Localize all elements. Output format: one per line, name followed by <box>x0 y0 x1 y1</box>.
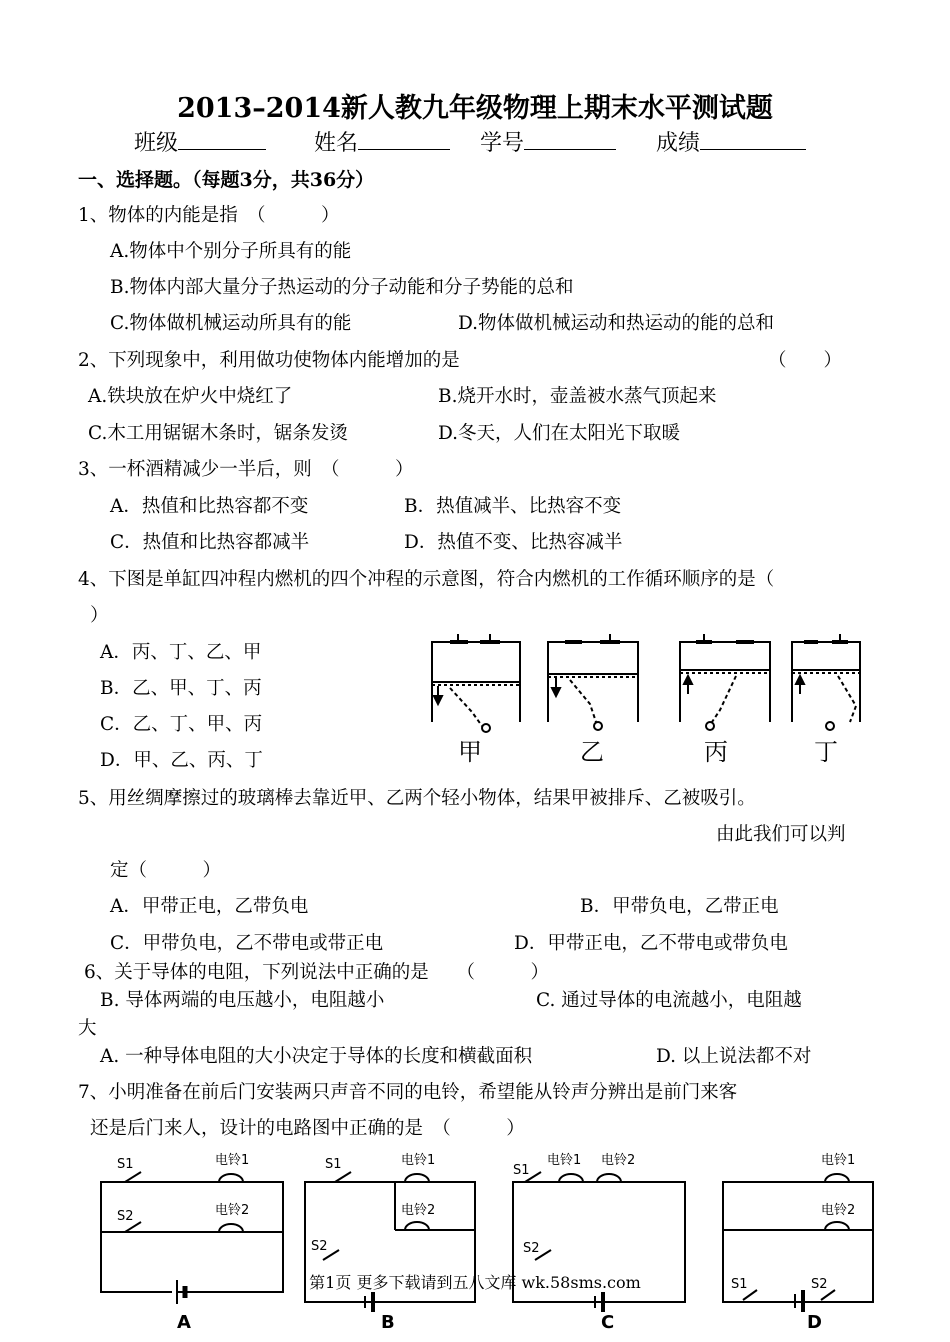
q7-stem: 7、小明准备在前后门安装两只声音不同的电铃，希望能从铃声分辨出是前门来客 <box>78 1082 738 1103</box>
circuit-a-label: A <box>177 1312 191 1333</box>
circuit-d-bell1-label: 电铃1 <box>821 1153 856 1168</box>
circuit-d-bell2-label: 电铃2 <box>821 1203 856 1218</box>
q5-stem-cont: 由此我们可以判 <box>716 824 846 845</box>
id-blank <box>524 129 616 150</box>
circuit-diagrams-figure <box>95 1150 885 1333</box>
circuit-b-bell1-label: 电铃1 <box>401 1153 436 1168</box>
q4-option-c: C．乙、丁、甲、丙 <box>100 714 263 735</box>
page-title: 2013–2014新人教九年级物理上期末水平测试题 <box>177 93 773 124</box>
q2-option-d: D.冬天，人们在太阳光下取暖 <box>438 423 681 444</box>
q2-paren: （ ） <box>768 350 843 371</box>
q1-stem: 1、物体的内能是指 （ ） <box>78 205 340 226</box>
q5-stem: 5、用丝绸摩擦过的玻璃棒去靠近甲、乙两个轻小物体，结果甲被排斥、乙被吸引。 <box>78 788 756 809</box>
q3-option-c: C．热值和比热容都减半 <box>110 532 310 553</box>
circuit-d-s2-label: S2 <box>811 1277 828 1292</box>
class-field <box>134 126 266 157</box>
q3-stem: 3、一杯酒精减少一半后，则 （ ） <box>78 459 414 480</box>
q6-option-b: B. 导体两端的电压越小，电阻越小 <box>100 990 385 1011</box>
q5-option-c: C．甲带负电，乙不带电或带正电 <box>110 933 384 954</box>
id-field <box>480 126 616 157</box>
circuit-b-s1-label: S1 <box>325 1157 342 1172</box>
q1-option-b: B.物体内部大量分子热运动的分子动能和分子势能的总和 <box>110 277 574 298</box>
class-blank <box>178 129 266 150</box>
circuit-c-bell1-label: 电铃1 <box>547 1153 582 1168</box>
q6-option-c: C. 通过导体的电流越小，电阻越 <box>536 990 802 1011</box>
q6-option-d: D. 以上说法都不对 <box>656 1046 812 1067</box>
q6-stem: 6、关于导体的电阻，下列说法中正确的是 （ ） <box>84 962 550 983</box>
engine-jia <box>432 634 520 732</box>
engine-ding <box>792 634 860 730</box>
class-label: 班级 <box>134 131 179 156</box>
engine-bing <box>680 634 770 730</box>
engine-label-yi: 乙 <box>580 738 604 766</box>
q4-stem: 4、下图是单缸四冲程内燃机的四个冲程的示意图，符合内燃机的工作循环顺序的是（ <box>78 569 775 590</box>
q1-option-c: C.物体做机械运动所具有的能 <box>110 313 352 334</box>
circuit-a-bell2-label: 电铃2 <box>215 1203 250 1218</box>
circuit-a-s1-label: S1 <box>117 1157 134 1172</box>
engine-label-bing: 丙 <box>704 738 728 766</box>
q1-option-d: D.物体做机械运动和热运动的能的总和 <box>458 313 775 334</box>
q5-option-a: A．甲带正电，乙带负电 <box>110 896 309 917</box>
q2-option-b: B.烧开水时，壶盖被水蒸气顶起来 <box>438 386 717 407</box>
name-label: 姓名 <box>314 131 359 156</box>
circuit-d-s1-label: S1 <box>731 1277 748 1292</box>
circuit-a-s2-label: S2 <box>117 1209 134 1224</box>
q6-option-c-end: 大 <box>78 1018 97 1039</box>
engine-strokes-figure <box>420 630 880 770</box>
q4-stem-end: ） <box>90 605 109 626</box>
circuit-b-s2-label: S2 <box>311 1239 328 1254</box>
q5-option-b: B．甲带负电，乙带正电 <box>580 896 779 917</box>
id-label: 学号 <box>480 131 525 156</box>
engine-label-ding: 丁 <box>814 738 838 766</box>
score-field <box>656 126 806 157</box>
circuit-b-label: B <box>381 1312 395 1333</box>
q4-option-a: A．丙、丁、乙、甲 <box>100 642 262 663</box>
q6-option-a: A. 一种导体电阻的大小决定于导体的长度和横截面积 <box>100 1046 533 1067</box>
engine-yi <box>548 634 638 730</box>
section-heading: 一、选择题。（每题3分，共36分） <box>78 169 375 191</box>
q2-option-a: A.铁块放在炉火中烧红了 <box>88 386 293 407</box>
q7-stem-end: 还是后门来人，设计的电路图中正确的是 （ ） <box>90 1118 525 1139</box>
q5-option-d: D．甲带正电，乙不带电或带负电 <box>514 933 788 954</box>
engine-label-jia: 甲 <box>458 738 482 766</box>
score-label: 成绩 <box>656 131 701 156</box>
q3-option-a: A．热值和比热容都不变 <box>110 496 309 517</box>
q3-option-b: B．热值减半、比热容不变 <box>404 496 622 517</box>
page-footer: 第1页 更多下载请到五八文库 wk.58sms.com <box>309 1273 641 1292</box>
circuit-c-bell2-label: 电铃2 <box>601 1153 636 1168</box>
q2-stem: 2、下列现象中，利用做功使物体内能增加的是 <box>78 350 460 371</box>
circuit-d-label: D <box>807 1312 822 1333</box>
q5-stem-end: 定（ ） <box>110 860 222 881</box>
q4-option-b: B．乙、甲、丁、丙 <box>100 678 262 699</box>
q3-option-d: D．热值不变、比热容减半 <box>404 532 623 553</box>
q4-option-d: D．甲、乙、丙、丁 <box>100 750 263 771</box>
circuit-b-bell2-label: 电铃2 <box>401 1203 436 1218</box>
score-blank <box>700 129 806 150</box>
circuit-c-s2-label: S2 <box>523 1241 540 1256</box>
circuit-c-label: C <box>601 1312 615 1333</box>
name-field <box>314 126 450 157</box>
q1-option-a: A.物体中个别分子所具有的能 <box>110 241 352 262</box>
circuit-c-s1-label: S1 <box>513 1163 530 1178</box>
name-blank <box>358 129 450 150</box>
q2-option-c: C.木工用锯锯木条时，锯条发烫 <box>88 423 348 444</box>
circuit-a-bell1-label: 电铃1 <box>215 1153 250 1168</box>
